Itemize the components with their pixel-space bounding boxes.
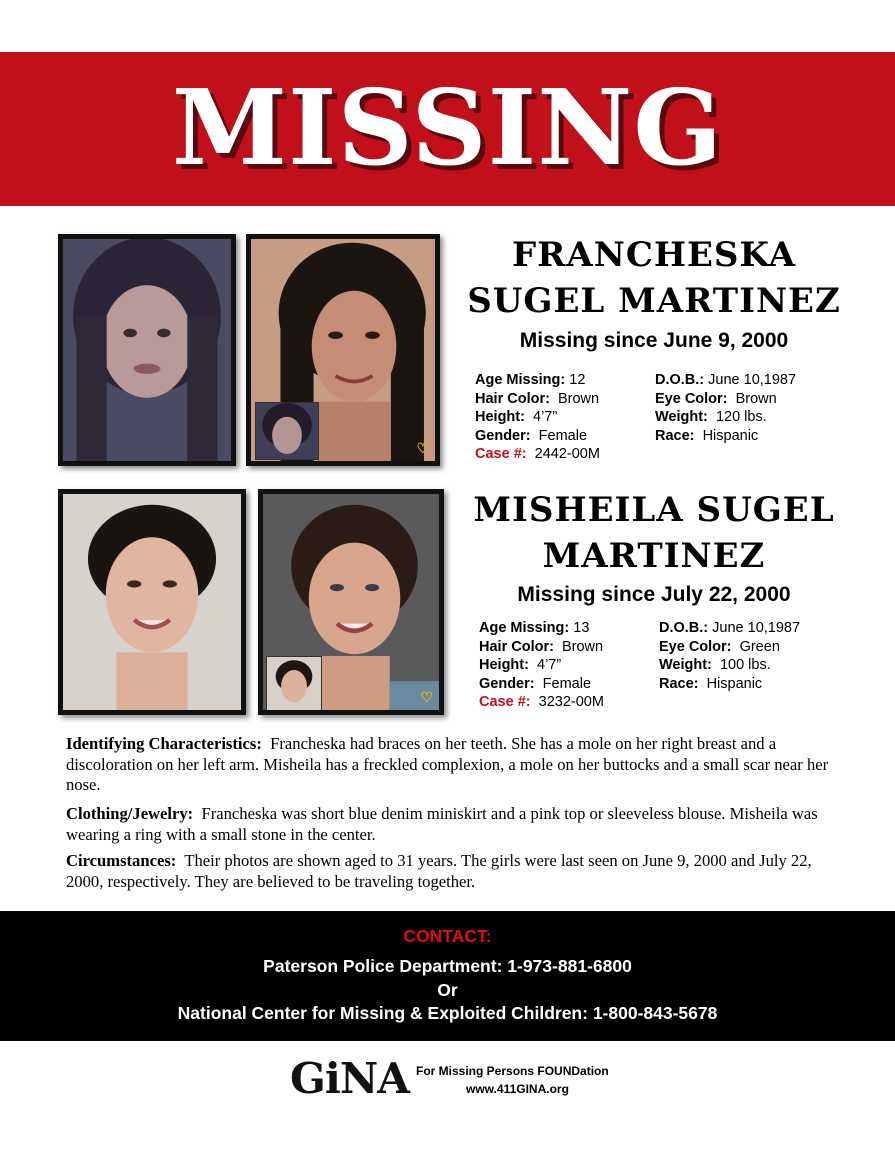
person1-hair: Brown <box>557 390 600 407</box>
person1-weight: 120 lbs. <box>715 409 767 426</box>
person2-eye: Green <box>739 638 780 655</box>
circumstances: Circumstances: Their photos are shown aged to 31 years. The girls were last seen on June 9, 2000 and July 22, 2000, respectively. They are believed to be traveling together. <box>66 851 812 891</box>
person2-name-line2: MARTINEZ <box>542 536 766 576</box>
person1-facts-left: Age Missing: 12 Hair Color: Brown Height: 4’7” Gender: Female Case #: 2442-00M <box>475 372 600 463</box>
contact-panel <box>0 911 895 1041</box>
identifying-characteristics: Identifying Characteristics: Francheska had braces on her teeth. She has a mole on her right breast and a discoloration on her left arm. Misheila has a freckled complexion, a mole on her buttocks and a small scar near her nose. <box>66 734 829 794</box>
person2-gender: Female <box>542 675 592 692</box>
person1-name-line2: SUGEL MARTINEZ <box>467 281 841 321</box>
person2-age-progressed-photo <box>258 489 444 715</box>
person2-age-missing: 13 <box>573 620 590 636</box>
person1-inset-photo <box>255 402 319 460</box>
gina-tagline: For Missing Persons FOUNDation <box>416 1064 609 1078</box>
person2-name-line1: MISHEILA SUGEL <box>473 490 835 530</box>
person2-age-photo <box>58 489 246 715</box>
person1-gender: Female <box>538 427 588 444</box>
person2-dob: June 10,1987 <box>712 620 801 636</box>
person1-missing-since: Missing since June 9, 2000 <box>519 329 789 352</box>
person1-case: 2442-00M <box>534 446 600 463</box>
person2-weight: 100 lbs. <box>719 657 771 674</box>
gina-logo-word: GiNA <box>290 1054 409 1103</box>
person2-name <box>446 487 862 579</box>
gina-logo <box>290 1054 640 1104</box>
person1-height: 4’7” <box>533 409 558 426</box>
person1-age-progressed-photo <box>246 234 440 466</box>
person1-age-photo <box>58 234 236 466</box>
person2-missing-since: Missing since July 22, 2000 <box>517 583 791 606</box>
contact-heading: CONTACT: <box>403 926 492 946</box>
person2-race: Hispanic <box>706 675 763 692</box>
person1-age-missing: 12 <box>569 372 586 388</box>
contact-or: Or <box>437 980 458 1000</box>
heart-watermark-icon: ♡ <box>420 689 433 705</box>
person2-case: 3232-00M <box>538 694 604 711</box>
heart-watermark-icon: ♡ <box>416 440 429 456</box>
gina-url: www.411GINA.org <box>466 1082 569 1096</box>
person2-inset-photo <box>266 656 322 712</box>
person2-hair: Brown <box>561 638 604 655</box>
contact-police: Paterson Police Department: 1-973-881-6800 <box>263 956 632 976</box>
person1-name-line1: FRANCHESKA <box>511 235 797 275</box>
banner-title: MISSING <box>171 66 724 189</box>
clothing-jewelry: Clothing/Jewelry: Francheska was short blue denim miniskirt and a pink top or sleeveless blouse. Misheila was wearing a ring with a small stone in the center. <box>66 804 818 844</box>
person1-dob: June 10,1987 <box>708 372 797 388</box>
person1-facts-right: D.O.B.: June 10,1987 Eye Color: Brown Weight: 120 lbs. Race: Hispanic <box>655 372 797 444</box>
person2-height: 4’7” <box>537 657 562 674</box>
person1-eye: Brown <box>735 390 777 407</box>
person2-facts-left: Age Missing: 13 Hair Color: Brown Height: 4’7” Gender: Female Case #: 3232-00M <box>479 620 604 711</box>
person1-name <box>446 232 862 324</box>
person1-race: Hispanic <box>702 427 759 444</box>
person2-facts-right: D.O.B.: June 10,1987 Eye Color: Green Weight: 100 lbs. Race: Hispanic <box>659 620 801 692</box>
contact-ncmec: National Center for Missing & Exploited Children: 1-800-843-5678 <box>177 1003 718 1023</box>
